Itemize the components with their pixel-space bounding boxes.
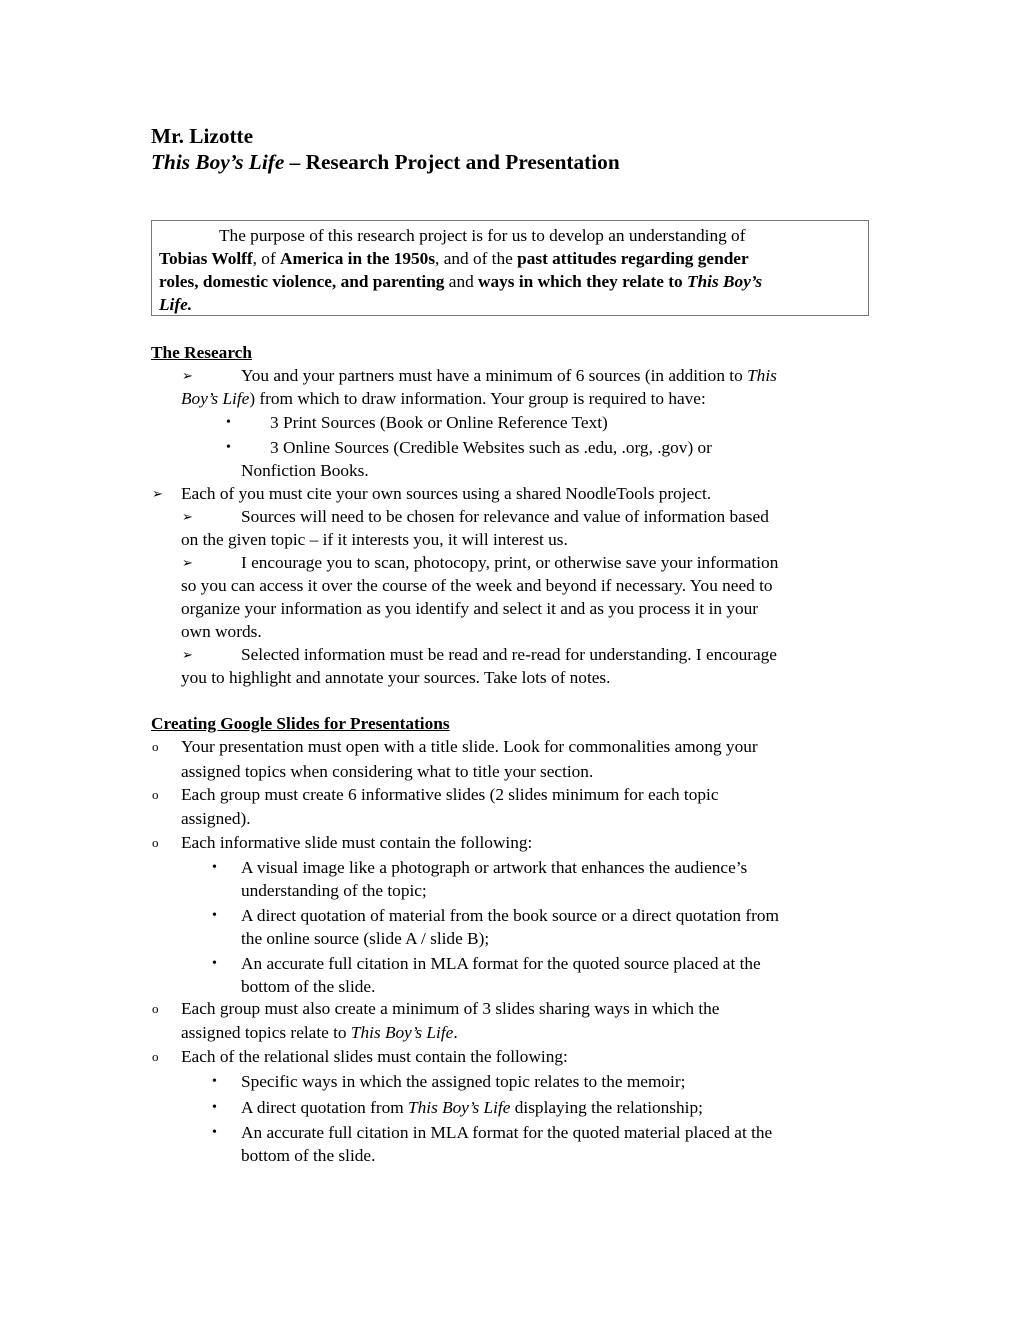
text: . (453, 1023, 458, 1042)
document-title (151, 149, 620, 175)
informative-req-1-line-1: A visual image like a photograph or artwork that enhances the audience’s (241, 858, 748, 877)
title-rest: – Research Project and Presentation (284, 150, 620, 174)
text: displaying the relationship; (510, 1098, 703, 1117)
purpose-topics: roles, domestic violence, and parenting (159, 272, 445, 291)
informative-req-1-line-2: understanding of the topic; (241, 881, 427, 900)
research-item-4-line-3: organize your information as you identify and select it and as you process it in your (181, 599, 759, 618)
relational-req-3-line-1: An accurate full citation in MLA format for the quoted material placed at the (241, 1123, 773, 1142)
bullet-icon: • (212, 1074, 217, 1089)
research-item-1-line-1 (241, 364, 777, 387)
text: ) from which to draw information. Your group is required to have: (249, 389, 706, 408)
book-title: This Boy’s Life (350, 1023, 454, 1042)
slides-item-1-line-1: Your presentation must open with a title slide. Look for commonalities among your (181, 737, 758, 756)
book-title: This (747, 366, 777, 385)
text: You and your partners must have a minimum of 6 sources (in addition to (241, 366, 748, 385)
relational-req-1: Specific ways in which the assigned topic relates to the memoir; (241, 1072, 686, 1091)
informative-req-3-line-1: An accurate full citation in MLA format for the quoted source placed at the (241, 954, 761, 973)
research-sub-2-line-1: 3 Online Sources (Credible Websites such as .edu, .org, .gov) or (270, 438, 712, 457)
circle-bullet-icon: o (152, 739, 159, 754)
slides-item-2-line-1: Each group must create 6 informative slides (2 slides minimum for each topic (181, 785, 719, 804)
purpose-era: America in the 1950s (280, 249, 436, 268)
author-name: Mr. Lizotte (151, 124, 254, 148)
slides-item-2-line-2: assigned). (181, 809, 251, 828)
purpose-line-3 (159, 270, 762, 293)
slides-item-1-line-2: assigned topics when considering what to title your section. (181, 762, 594, 781)
research-item-3-line-2: on the given topic – if it interests you, it will interest us. (181, 530, 568, 549)
purpose-line-2 (159, 247, 749, 270)
bullet-icon: • (212, 956, 217, 971)
text: A direct quotation from (241, 1098, 409, 1117)
research-sub-2-line-2: Nonfiction Books. (241, 461, 369, 480)
purpose-relation: ways in which they relate to (478, 272, 688, 291)
research-sub-1: 3 Print Sources (Book or Online Reference Text) (270, 413, 608, 432)
arrow-bullet-icon: ➢ (182, 555, 193, 570)
research-item-2: Each of you must cite your own sources using a shared NoodleTools project. (181, 484, 712, 503)
purpose-text: , of (252, 249, 281, 268)
informative-req-2-line-1: A direct quotation of material from the book source or a direct quotation from (241, 906, 779, 925)
slides-item-5: Each of the relational slides must contain the following: (181, 1047, 568, 1066)
bullet-icon: • (226, 415, 231, 430)
purpose-text: , and of the (435, 249, 518, 268)
arrow-bullet-icon: ➢ (152, 486, 163, 501)
book-title: This Boy’s Life (151, 150, 285, 174)
bullet-icon: • (212, 1100, 217, 1115)
arrow-bullet-icon: ➢ (182, 509, 193, 524)
bullet-icon: • (212, 1125, 217, 1140)
book-title: This Boy’s Life (408, 1098, 511, 1117)
research-item-3-line-1: Sources will need to be chosen for relevance and value of information based (241, 507, 769, 526)
purpose-book-title: This Boy’s (687, 272, 763, 291)
text: assigned topics relate to (181, 1023, 351, 1042)
research-item-4-line-4: own words. (181, 622, 262, 641)
research-item-5-line-2: you to highlight and annotate your sources. Take lots of notes. (181, 668, 611, 687)
circle-bullet-icon: o (152, 835, 159, 850)
slides-heading: Creating Google Slides for Presentations (151, 714, 450, 733)
purpose-author: Tobias Wolff (159, 249, 253, 268)
circle-bullet-icon: o (152, 1001, 159, 1016)
circle-bullet-icon: o (152, 1049, 159, 1064)
purpose-attitudes: past attitudes regarding gender (517, 249, 749, 268)
arrow-bullet-icon: ➢ (182, 647, 193, 662)
arrow-bullet-icon: ➢ (182, 368, 193, 383)
purpose-line-4: Life. (159, 295, 193, 314)
informative-req-3-line-2: bottom of the slide. (241, 977, 376, 996)
bullet-icon: • (212, 908, 217, 923)
research-item-4-line-1: I encourage you to scan, photocopy, print, or otherwise save your information (241, 553, 779, 572)
bullet-icon: • (226, 440, 231, 455)
slides-item-3: Each informative slide must contain the following: (181, 833, 533, 852)
slides-item-4-line-1: Each group must also create a minimum of 3 slides sharing ways in which the (181, 999, 720, 1018)
slides-item-4-line-2 (181, 1021, 458, 1044)
research-item-5-line-1: Selected information must be read and re-read for understanding. I encourage (241, 645, 777, 664)
purpose-text: and (444, 272, 479, 291)
research-heading: The Research (151, 343, 252, 362)
purpose-line-1: The purpose of this research project is for us to develop an understanding of (219, 226, 746, 245)
research-item-1-line-2 (181, 387, 706, 410)
circle-bullet-icon: o (152, 787, 159, 802)
relational-req-3-line-2: bottom of the slide. (241, 1146, 376, 1165)
book-title: Boy’s Life (181, 389, 250, 408)
informative-req-2-line-2: the online source (slide A / slide B); (241, 929, 490, 948)
relational-req-2 (241, 1096, 703, 1119)
bullet-icon: • (212, 860, 217, 875)
research-item-4-line-2: so you can access it over the course of the week and beyond if necessary. You need to (181, 576, 773, 595)
